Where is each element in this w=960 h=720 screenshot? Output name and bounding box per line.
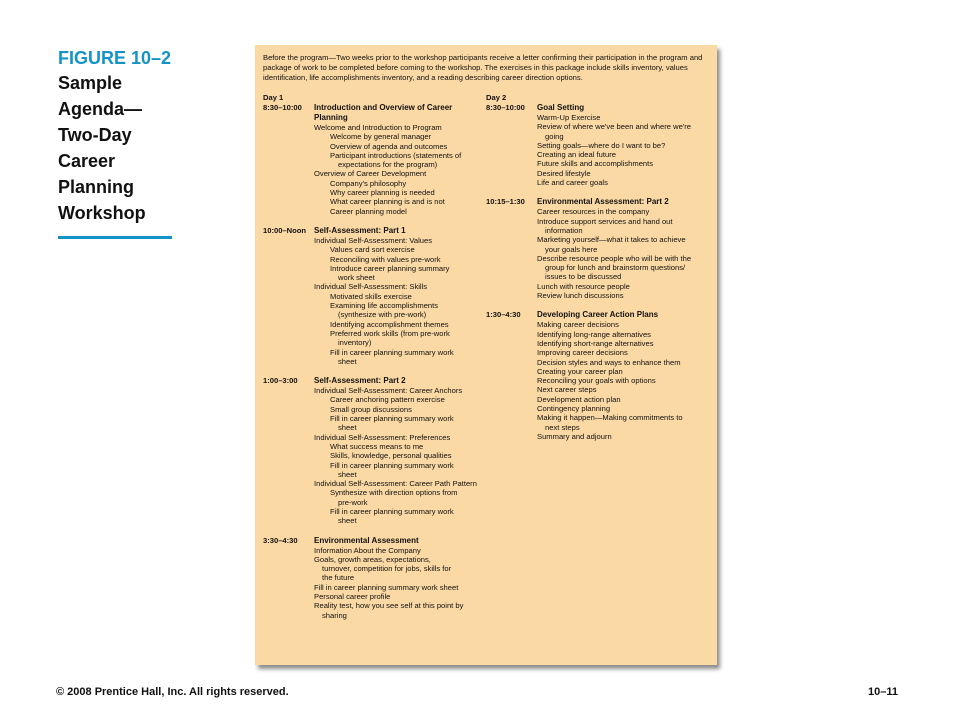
agenda-item: Motivated skills exercise	[330, 291, 412, 301]
day1-column	[263, 93, 488, 620]
agenda-item: inventory)	[338, 338, 372, 348]
session-content	[314, 226, 488, 366]
agenda-item: Introduce career planning summary	[330, 263, 450, 273]
agenda-item: Improving career decisions	[537, 348, 628, 358]
agenda-item: Career resources in the company	[537, 207, 650, 217]
agenda-item: Summary and adjourn	[537, 431, 612, 441]
agenda-item: Creating an ideal future	[537, 150, 616, 160]
agenda-item: Fill in career planning summary work	[330, 347, 454, 357]
agenda-item: Individual Self-Assessment: Career Path Pattern	[314, 479, 477, 489]
figure-title: Sample Agenda— Two-Day Career Planning Workshop	[58, 73, 146, 223]
session-time: 8:30–10:00	[263, 103, 302, 112]
agenda-block	[263, 536, 488, 620]
session-title: Self-Assessment: Part 1	[314, 225, 406, 235]
agenda-item: Why career planning is needed	[330, 188, 435, 198]
agenda-item: your goals here	[545, 244, 598, 254]
agenda-item: the future	[322, 573, 355, 583]
agenda-item: What success means to me	[330, 441, 424, 451]
agenda-item: sheet	[338, 423, 357, 433]
agenda-item: going	[545, 131, 564, 141]
session-title: Introduction and Overview of Career Planning	[314, 103, 453, 122]
agenda-item: Contingency planning	[537, 404, 611, 414]
agenda-item: Future skills and accomplishments	[537, 159, 654, 169]
agenda-item: Decision styles and ways to enhance them	[537, 357, 681, 367]
agenda-block	[486, 103, 711, 187]
session-title: Goal Setting	[537, 103, 585, 112]
agenda-item: Introduce support services and hand out	[537, 216, 673, 226]
agenda-item: Reconciling with values pre-work	[330, 254, 441, 264]
agenda-intro: Before the program—Two weeks prior to the workshop participants receive a letter confirming their participation in the program and package of work to be completed before coming to the workshop. The exercises in this package include skills inventory, values identification, life accomplishments inventory, and a reading describing career direction options.	[263, 53, 703, 82]
agenda-item: Fill in career planning summary work	[330, 506, 454, 516]
agenda-item: sheet	[338, 356, 357, 366]
agenda-item: Review of where we've been and where we're	[537, 122, 692, 132]
agenda-item: turnover, competition for jobs, skills for	[322, 564, 452, 574]
agenda-item: sheet	[338, 516, 357, 526]
agenda-item: Synthesize with direction options from	[330, 488, 458, 498]
agenda-item: Information About the Company	[314, 545, 421, 555]
agenda-block	[263, 376, 488, 525]
agenda-item: Fill in career planning summary work sheet	[314, 582, 459, 592]
agenda-block	[263, 103, 488, 216]
agenda-item: Describe resource people who will be with the	[537, 253, 692, 263]
agenda-item: Development action plan	[537, 394, 621, 404]
session-time: 1:30–4:30	[486, 310, 521, 320]
agenda-item: Lunch with resource people	[537, 281, 630, 291]
agenda-item: Making it happen—Making commitments to	[537, 413, 683, 423]
session-time: 1:00–3:00	[263, 376, 298, 386]
agenda-item: expectations for the program)	[338, 160, 438, 170]
agenda-item: Reality test, how you see self at this point by	[314, 601, 464, 611]
agenda-item: Identifying accomplishment themes	[330, 319, 449, 329]
caption-underline	[58, 236, 172, 239]
session-content	[314, 536, 488, 620]
agenda-item: Welcome by general manager	[330, 132, 432, 142]
agenda-item: Goals, growth areas, expectations,	[314, 554, 431, 564]
agenda-item: sharing	[322, 610, 347, 620]
session-content	[537, 310, 711, 441]
agenda-block	[486, 310, 711, 441]
agenda-card	[255, 45, 717, 665]
agenda-item: Review lunch discussions	[537, 291, 624, 301]
agenda-item: next steps	[545, 422, 580, 432]
agenda-item: Examining life accomplishments	[330, 301, 439, 311]
agenda-item: (synthesize with pre-work)	[338, 310, 427, 320]
agenda-item: Welcome and Introduction to Program	[314, 123, 442, 132]
agenda-item: Career anchoring pattern exercise	[330, 395, 445, 405]
session-time: 8:30–10:00	[486, 103, 525, 112]
session-title: Environmental Assessment: Part 2	[537, 197, 669, 207]
agenda-item: Company's philosophy	[330, 178, 407, 188]
session-time: 10:00–Noon	[263, 225, 307, 235]
agenda-item: group for lunch and brainstorm questions/	[545, 263, 686, 273]
agenda-item: work sheet	[338, 273, 375, 283]
figure-label: FIGURE 10–2	[58, 48, 172, 68]
agenda-item: Fill in career planning summary work	[330, 460, 454, 470]
session-content	[537, 197, 711, 300]
agenda-item: Individual Self-Assessment: Values	[314, 235, 433, 245]
agenda-item: pre-work	[338, 497, 368, 507]
agenda-item: Identifying short-range alternatives	[537, 338, 654, 348]
session-content	[314, 376, 488, 525]
agenda-item: Overview of Career Development	[314, 169, 427, 179]
agenda-item: Individual Self-Assessment: Career Anchors	[314, 386, 463, 396]
session-time: 3:30–4:30	[263, 535, 298, 545]
agenda-item: Warm-Up Exercise	[537, 113, 601, 122]
agenda-item: Setting goals—where do I want to be?	[537, 140, 666, 150]
agenda-item: Overview of agenda and outcomes	[330, 141, 448, 151]
agenda-item: Personal career profile	[314, 592, 391, 602]
agenda-item: Creating your career plan	[537, 366, 623, 376]
agenda-item: Desired lifestyle	[537, 168, 591, 178]
session-title: Self-Assessment: Part 2	[314, 376, 406, 386]
figure-caption	[58, 46, 208, 239]
agenda-item: Marketing yourself—what it takes to achieve	[537, 235, 686, 245]
session-title: Environmental Assessment	[314, 535, 419, 545]
agenda-item: Individual Self-Assessment: Skills	[314, 282, 428, 292]
agenda-item: Values card sort exercise	[330, 245, 415, 255]
agenda-item: issues to be discussed	[545, 272, 622, 282]
day1-heading: Day 1	[263, 93, 284, 102]
page-number: 10–11	[868, 686, 898, 698]
agenda-block	[486, 197, 711, 300]
agenda-item: Making career decisions	[537, 320, 619, 330]
session-time: 10:15–1:30	[486, 197, 525, 207]
agenda-item: Reconciling your goals with options	[537, 376, 656, 386]
agenda-item: sheet	[338, 469, 357, 479]
agenda-item: What career planning is and is not	[330, 197, 445, 207]
session-content	[537, 103, 711, 187]
agenda-item: Individual Self-Assessment: Preferences	[314, 432, 451, 442]
agenda-item: Career planning model	[330, 206, 407, 216]
agenda-block	[263, 226, 488, 366]
day2-blocks	[486, 103, 711, 441]
day2-heading: Day 2	[486, 93, 507, 102]
agenda-item: Next career steps	[537, 385, 597, 395]
agenda-item: Identifying long-range alternatives	[537, 329, 651, 339]
agenda-item: Skills, knowledge, personal qualities	[330, 451, 452, 461]
session-title: Developing Career Action Plans	[537, 310, 659, 320]
agenda-item: Small group discussions	[330, 404, 412, 414]
day2-column	[486, 93, 711, 441]
day1-blocks	[263, 103, 488, 620]
session-content	[314, 103, 488, 216]
agenda-item: Fill in career planning summary work	[330, 414, 454, 424]
agenda-item: information	[545, 225, 583, 235]
agenda-item: Life and career goals	[537, 178, 608, 188]
copyright-footer: © 2008 Prentice Hall, Inc. All rights reserved.	[56, 686, 289, 698]
agenda-item: Participant introductions (statements of	[330, 150, 462, 160]
agenda-item: Preferred work skills (from pre-work	[330, 328, 450, 338]
